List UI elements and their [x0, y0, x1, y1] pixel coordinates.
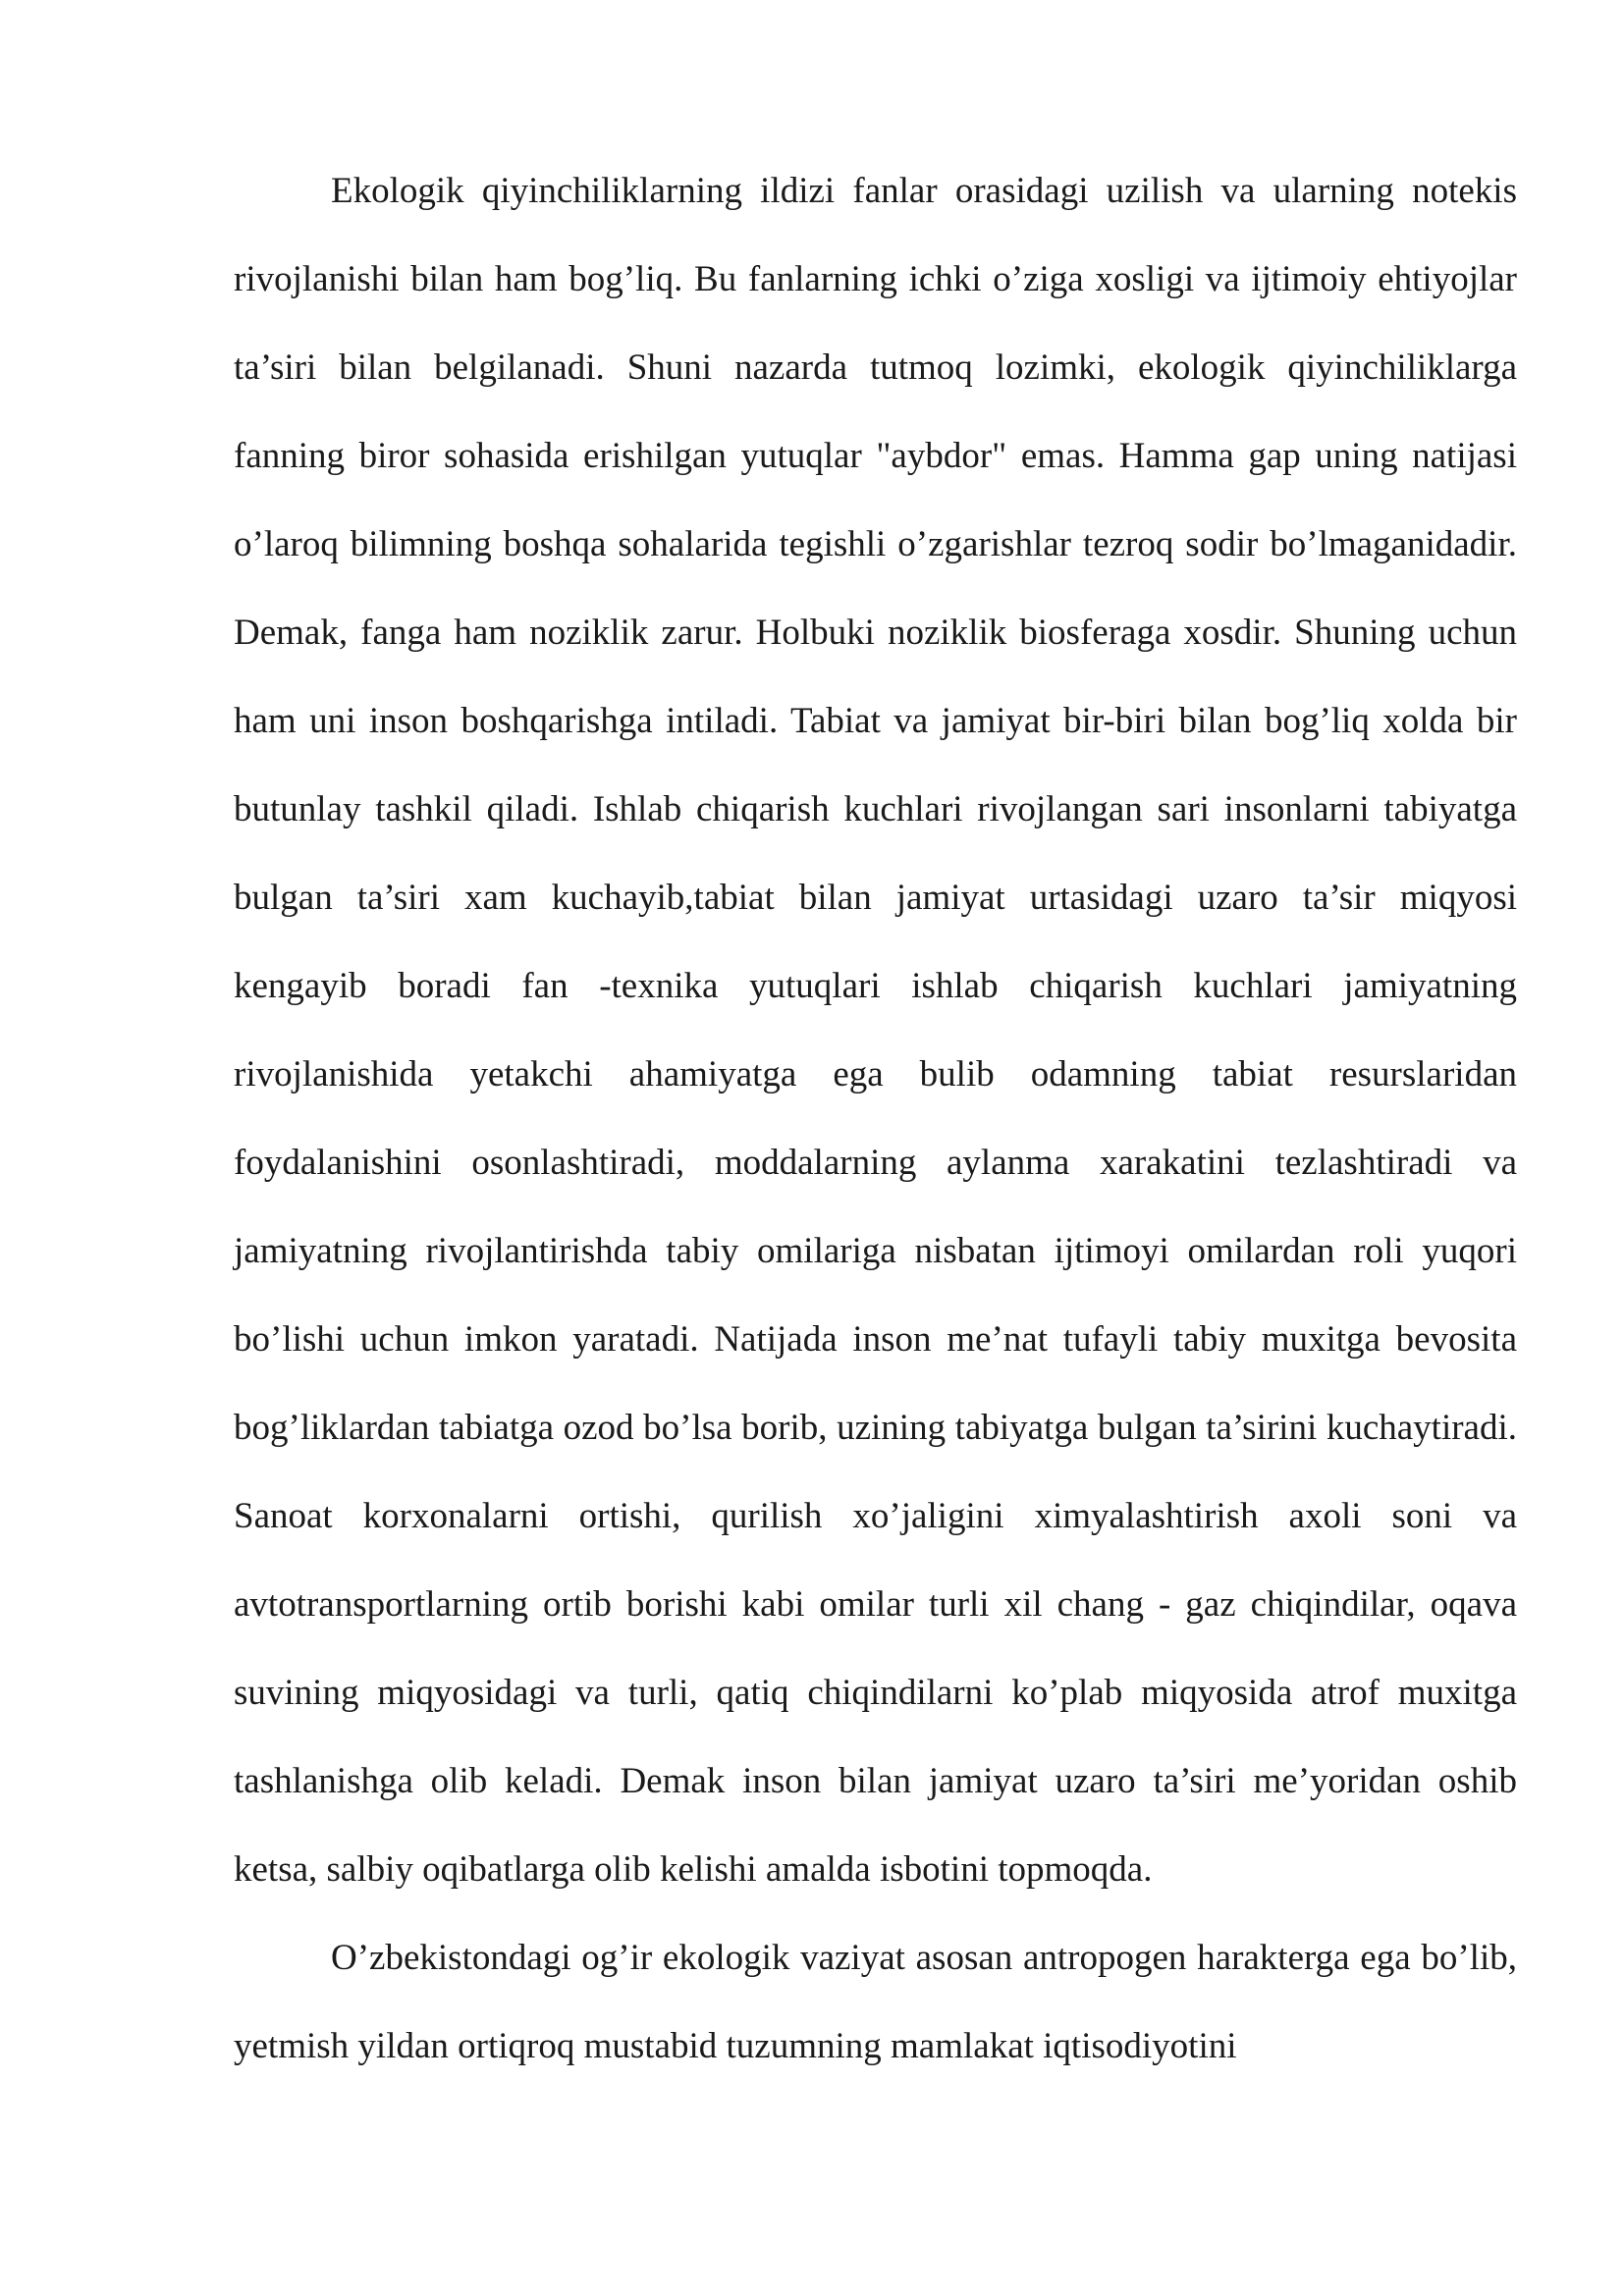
- paragraph-ecological-problems: Ekologik qiyinchiliklarning ildizi fanlar orasidagi uzilish va ularning notekis rivojlanishi bilan ham bog’liq. Bu fanlarning ichki o’ziga xosligi va ijtimoiy ehtiyojlar ta’siri bilan belgilanadi. Shuni nazarda tutmoq lozimki, ekologik qiyinchiliklarga fanning biror sohasida erishilgan yutuqlar "aybdor" emas. Hamma gap uning natijasi o’laroq bilimning boshqa sohalarida tegishli o’zgarishlar tezroq sodir bo’lmaganidadir. Demak, fanga ham noziklik zarur. Holbuki noziklik biosferaga xosdir. Shuning uchun ham uni inson boshqarishga intiladi. Tabiat va jamiyat bir-biri bilan bog’liq xolda bir butunlay tashkil qiladi. Ishlab chiqarish kuchlari rivojlangan sari insonlarni tabiyatga bulgan ta’siri xam kuchayib,tabiat bilan jamiyat urtasidagi uzaro ta’sir miqyosi kengayib boradi fan -texnika yutuqlari ishlab chiqarish kuchlari jamiyatning rivojlanishida yetakchi ahamiyatga ega bulib odamning tabiat resurslaridan foydalanishini osonlashtiradi, moddalarning aylanma xarakatini tezlashtiradi va jamiyatning rivojlantirishda tabiy omilariga nisbatan ijtimoyi omilardan roli yuqori bo’lishi uchun imkon yaratadi. Natijada inson me’nat tufayli tabiy muxitga bevosita bog’liklardan tabiatga ozod bo’lsa borib, uzining tabiyatga bulgan ta’sirini kuchaytiradi. Sanoat korxonalarni ortishi, qurilish xo’jaligini ximyalashtirish axoli soni va avtotransportlarning ortib borishi kabi omilar turli xil chang - gaz chiqindilar, oqava suvining miqyosidagi va turli, qatiq chiqindilarni ko’plab miqyosida atrof muxitga tashlanishga olib keladi. Demak inson bilan jamiyat uzaro ta’siri me’yoridan oshib ketsa, salbiy oqibatlarga olib kelishi amalda isbotini topmoqda.: [234, 171, 1517, 1890]
- paragraph-uzbekistan-situation: O’zbekistondagi og’ir ekologik vaziyat asosan antropogen harakterga ega bo’lib, yetmish yildan ortiqroq mustabid tuzumning mamlakat iqtisodiyotini: [234, 1938, 1517, 2066]
- document-body: [234, 147, 1517, 2091]
